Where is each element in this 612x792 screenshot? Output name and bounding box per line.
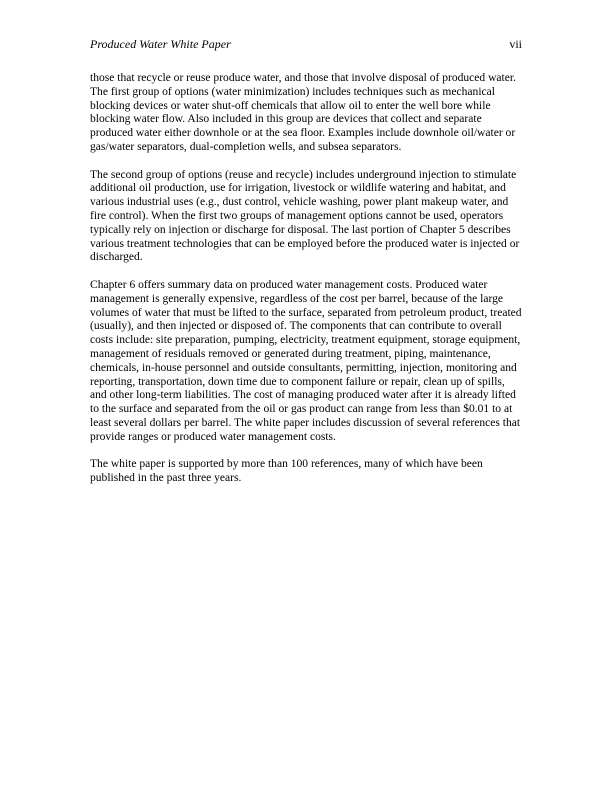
body-text: [90, 72, 522, 500]
paragraph-references: The white paper is supported by more than 100 references, many of which have been published in the past three years.: [90, 458, 483, 485]
running-header: [90, 36, 522, 52]
paragraph-disposal-options: those that recycle or reuse produce water, and those that involve disposal of produced water. The first group of options (water minimization) includes techniques such as mechanical blocking devices or water shut-off chemicals that allow oil to enter the well bore while blocking water flow. Also included in this group are devices that collect and separate produced water either downhole or at the sea floor. Examples include downhole oil/water or gas/water separators, dual-completion wells, and subsea separators.: [90, 72, 516, 153]
paragraph-management-costs: Chapter 6 offers summary data on produced water management costs. Produced water management is generally expensive, regardless of the cost per barrel, because of the large volumes of water that must be lifted to the surface, separated from petroleum product, treated (usually), and then injected or disposed of. The components that can contribute to overall costs include: site preparation, pumping, electricity, treatment equipment, storage equipment, management of residuals removed or generated during treatment, piping, maintenance, chemicals, in-house personnel and outside consultants, permitting, injection, monitoring and reporting, transportation, down time due to component failure or repair, clean up of spills, and other long-term liabilities. The cost of managing produced water after it is already lifted to the surface and separated from the oil or gas product can range from less than $0.01 to at least several dollars per barrel. The white paper includes discussion of several references that provide ranges or produced water management costs.: [90, 278, 522, 443]
paragraph-reuse-recycle: The second group of options (reuse and recycle) includes underground injection to stimulate additional oil production, use for irrigation, livestock or wildlife watering and habitat, and various industrial uses (e.g., dust control, vehicle washing, power plant makeup water, and fire control). When the first two groups of management options cannot be used, operators typically rely on injection or discharge for disposal. The last portion of Chapter 5 describes various treatment technologies that can be employed before the produced water is injected or discharged.: [90, 168, 520, 264]
header-title: Produced Water White Paper: [90, 37, 231, 51]
page-number: vii: [509, 37, 522, 51]
